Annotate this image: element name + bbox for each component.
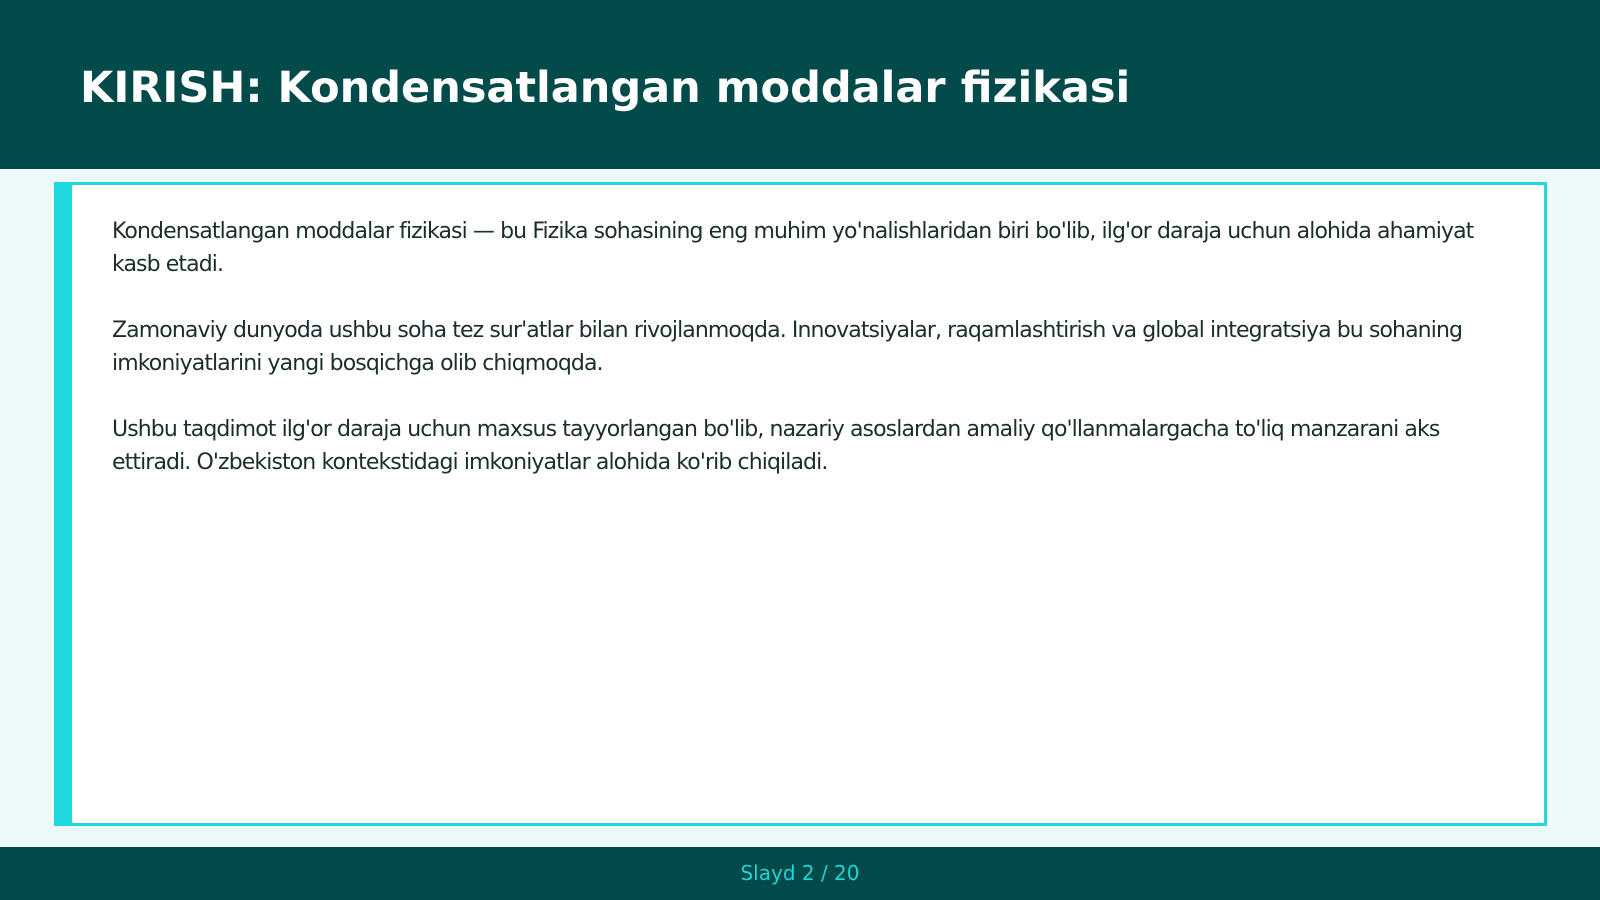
paragraph: Ushbu taqdimot ilg'or daraja uchun maxsus tayyorlangan bo'lib, nazariy asoslardan amaliy qo'llanmalargacha to'liq manzarani aks ettiradi. O'zbekiston kontekstidagi imkoniyatlar alohida ko'rib chiqiladi. bbox=[112, 417, 1440, 475]
slide-footer bbox=[0, 847, 1600, 900]
paragraph: Zamonaviy dunyoda ushbu soha tez sur'atlar bilan rivojlanmoqda. Innovatsiyalar, raqamlashtirish va global integratsiya bu sohaning imkoniyatlarini yangi bosqichga olib chiqmoqda. bbox=[112, 318, 1463, 376]
slide-header bbox=[0, 0, 1600, 169]
paragraph: Kondensatlangan moddalar fizikasi — bu Fizika sohasining eng muhim yo'nalishlaridan biri bo'lib, ilg'or daraja uchun alohida ahamiyat kasb etadi. bbox=[112, 219, 1474, 277]
slide-title: KIRISH: Kondensatlangan moddalar fizikasi bbox=[80, 63, 1131, 113]
content-body bbox=[112, 215, 1512, 512]
slide-number: Slayd 2 / 20 bbox=[740, 861, 860, 885]
content-panel bbox=[54, 182, 1547, 826]
